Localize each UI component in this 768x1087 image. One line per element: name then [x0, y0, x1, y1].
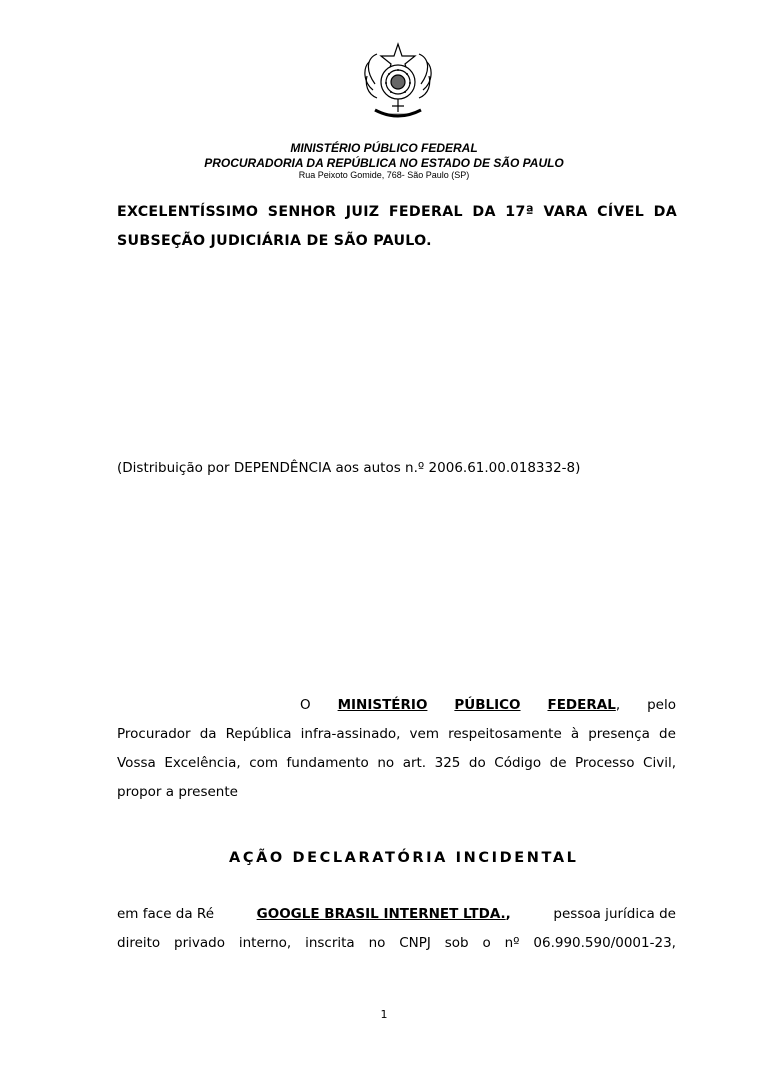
header-ministry: MINISTÉRIO PÚBLICO FEDERAL — [290, 141, 478, 155]
intro-line-4: propor a presente — [117, 784, 238, 800]
addressee-line-1: EXCELENTÍSSIMO SENHOR JUIZ FEDERAL DA 17ª VARA CÍVEL DA — [117, 204, 677, 220]
header-procuradoria: PROCURADORIA DA REPÚBLICA NO ESTADO DE SÃO PAULO — [204, 156, 564, 170]
intro-line-1: O MINISTÉRIO PÚBLICO FEDERAL, pelo — [300, 697, 676, 713]
page-number: 1 — [380, 1008, 388, 1021]
defendant-line-2: direito privado interno, inscrita no CNPJ sob o nº 06.990.590/0001-23, — [117, 935, 676, 951]
intro-line-2: Procurador da República infra-assinado, vem respeitosamente à presença de — [117, 726, 676, 742]
header-address: Rua Peixoto Gomide, 768- São Paulo (SP) — [298, 170, 470, 180]
document-page: MINISTÉRIO PÚBLICO FEDERAL PROCURADORIA DA REPÚBLICA NO ESTADO DE SÃO PAULO Rua Peixoto Gomide, 768- São Paulo (SP) EXCELENTÍSSIMO SENHOR JUIZ FEDERAL DA 17ª VARA CÍVEL DA SUBSEÇÃO JUDICIÁRIA DE SÃO PAULO. (Distribuição por DEPENDÊNCIA aos autos n.º 2006.61.00.018332-8) O MINISTÉRIO PÚBLICO FEDERAL, pelo Procurador da República infra-assinado, vem respeitosamente à presença de Vossa Excelência, com fundamento no art. 325 do Código de Processo Civil, propor a presente AÇÃO DECLARATÓRIA INCIDENTAL em face da Ré GOOGLE BRASIL INTERNET LTDA., pessoa jurídica de direito privado interno, inscrita no CNPJ sob o nº 06.990.590/0001-23, 1 — [0, 0, 768, 1087]
defendant-name: GOOGLE BRASIL INTERNET LTDA. — [256, 906, 506, 922]
addressee-line-2: SUBSEÇÃO JUDICIÁRIA DE SÃO PAULO. — [117, 233, 432, 249]
intro-line-3: Vossa Excelência, com fundamento no art. 325 do Código de Processo Civil, — [117, 755, 676, 771]
defendant-line-1: em face da Ré GOOGLE BRASIL INTERNET LTDA., pessoa jurídica de — [117, 906, 676, 922]
distribution-note: (Distribuição por DEPENDÊNCIA aos autos n.º 2006.61.00.018332-8) — [117, 460, 581, 476]
coat-of-arms-seal — [355, 40, 441, 126]
intro-paragraph — [117, 691, 676, 807]
defendant-paragraph — [117, 900, 676, 958]
addressee-block — [117, 198, 677, 256]
